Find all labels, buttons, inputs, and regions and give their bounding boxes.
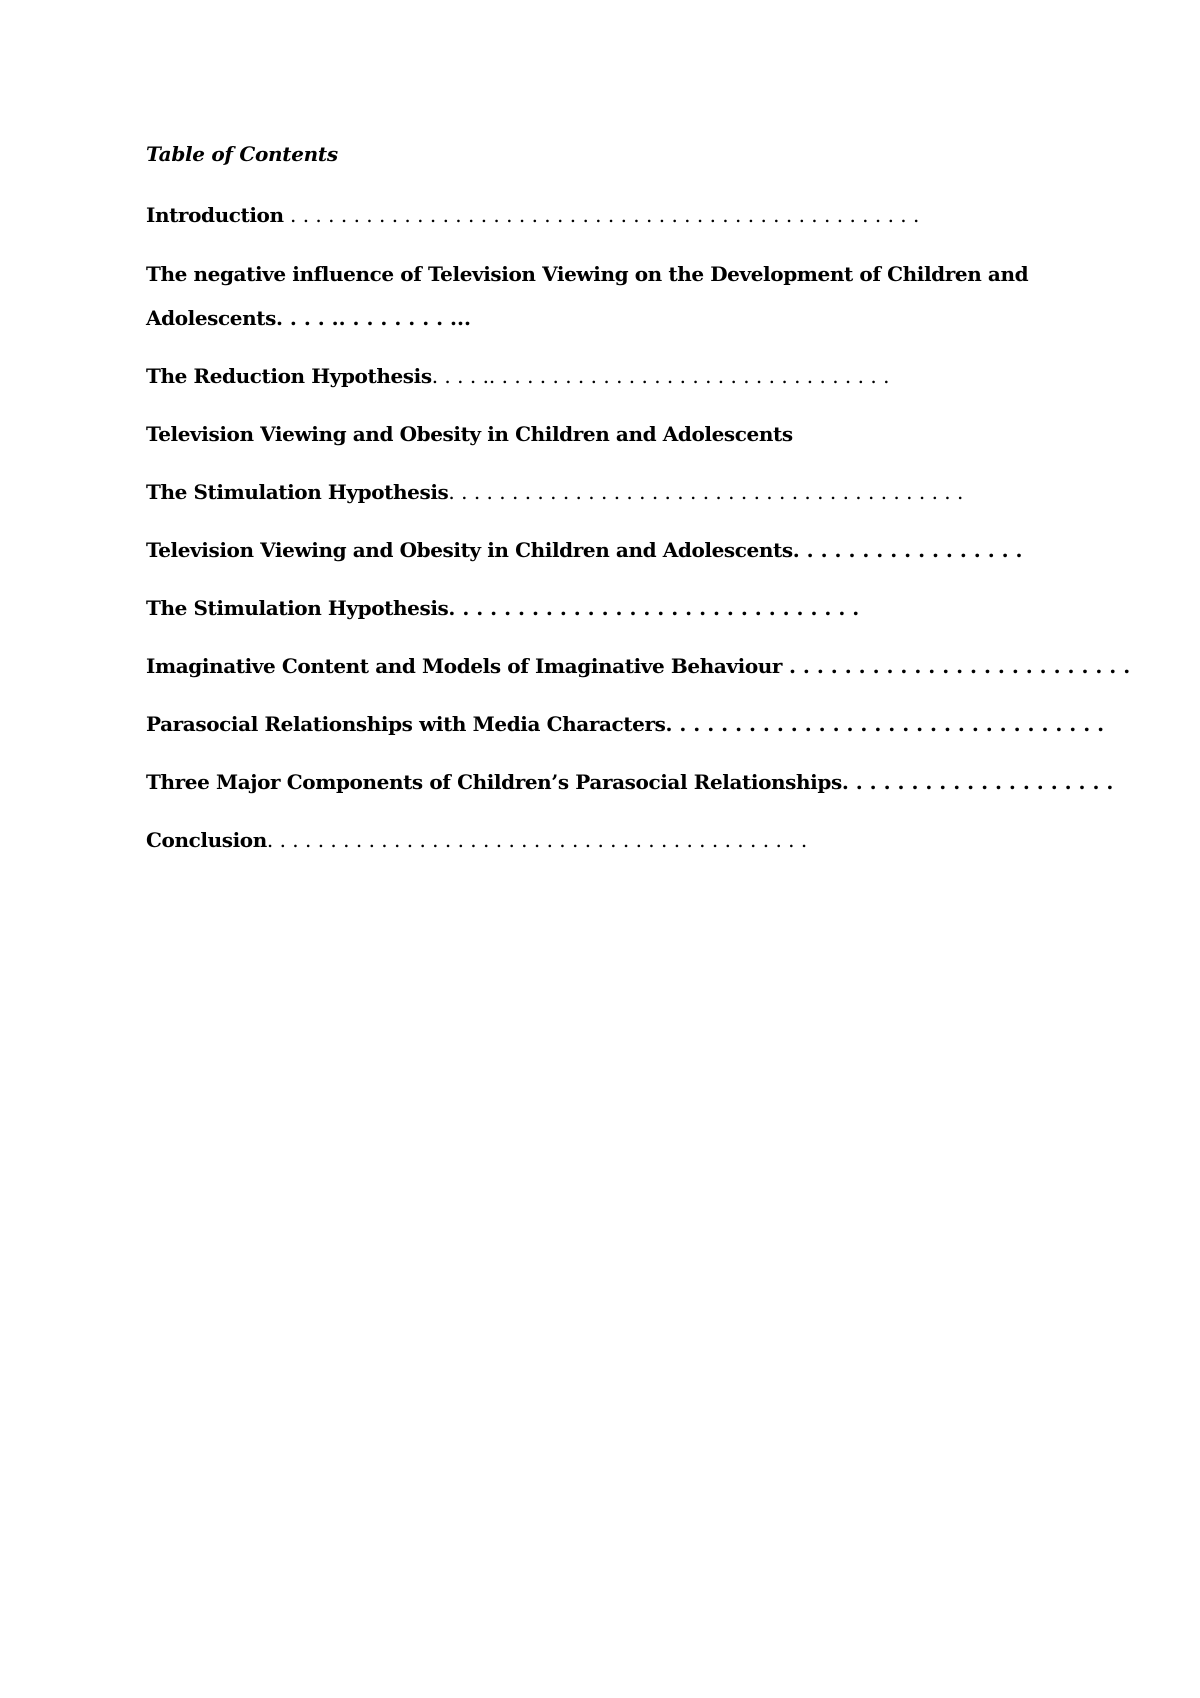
toc-entry-leader: . . . . . . . . . . . . . . . . . . . . . . . . . . . . . . . . . . . . . . . . . — [448, 480, 964, 504]
toc-entry-leader: . . . . . . . . . . . . . . . . . . . . . . . . . . . . . . . . . . . . . . . . . . . — [266, 828, 808, 852]
toc-entry-text: The negative influence of Television Viewing on the Development of Children and — [146, 262, 1029, 286]
toc-entry-text: Television Viewing and Obesity in Children and Adolescents — [146, 422, 793, 446]
toc-entry-leader: . . . . . . . . . . . . . . . . . . . . . . . . . . . . . . . . — [665, 712, 1105, 736]
toc-entry-text: Parasocial Relationships with Media Characters — [146, 712, 666, 736]
toc-entry-text: Conclusion — [146, 828, 267, 852]
toc-title: Table of Contents — [146, 142, 338, 166]
toc-entry-leader: . . . . . . . . . . . . . . . . . . . . . . . . . . . . . . — [448, 596, 860, 620]
toc-entry-text: Imaginative Content and Models of Imaginative Behaviour — [146, 654, 783, 678]
toc-entry-text: The Stimulation Hypothesis — [146, 480, 449, 504]
toc-entry-text-continued: Adolescents — [146, 306, 276, 330]
toc-entry-reduction-hypothesis[interactable] — [146, 362, 889, 390]
toc-entry-conclusion[interactable] — [146, 826, 807, 854]
toc-entry-text: Television Viewing and Obesity in Children and Adolescents — [146, 538, 793, 562]
toc-entry-stimulation-hypothesis-2[interactable] — [146, 594, 859, 622]
toc-entry-introduction[interactable] — [146, 201, 919, 229]
toc-entry-negative-influence[interactable] — [146, 260, 1028, 332]
toc-entry-three-major-components[interactable] — [146, 768, 1113, 796]
toc-entry-leader: . . . . . . . . . . . . . . . . . . . . — [841, 770, 1114, 794]
toc-entry-text: The Stimulation Hypothesis — [146, 596, 449, 620]
toc-entry-text: The Reduction Hypothesis — [146, 364, 432, 388]
toc-entry-tv-obesity-1[interactable] — [146, 420, 793, 448]
toc-entry-leader: . . . . . . . . . . . . . . . . . — [792, 538, 1023, 562]
toc-entry-stimulation-hypothesis-1[interactable] — [146, 478, 963, 506]
toc-entry-tv-obesity-2[interactable] — [146, 536, 1023, 564]
toc-entry-imaginative-content[interactable] — [146, 652, 1130, 680]
toc-entry-leader: . . . . . . . . . . . . . . . . . . . . . . . . . — [782, 654, 1131, 678]
toc-entry-leader: . . . . . . . . . . . . . . . . . . . . . . . . . . . . . . . . . . . . . . . . . . . . . . . . . . — [283, 203, 920, 227]
toc-entry-leader: . . . . .. . . . . . . . . . . . . . . . . . . . . . . . . . . . . . . . — [431, 364, 890, 388]
toc-entry-leader: . . . . .. . . . . . . . ... — [275, 306, 471, 330]
toc-entry-parasocial-relationships[interactable] — [146, 710, 1104, 738]
toc-entry-text: Three Major Components of Children’s Parasocial Relationships — [146, 770, 842, 794]
toc-entry-text: Introduction — [146, 203, 284, 227]
